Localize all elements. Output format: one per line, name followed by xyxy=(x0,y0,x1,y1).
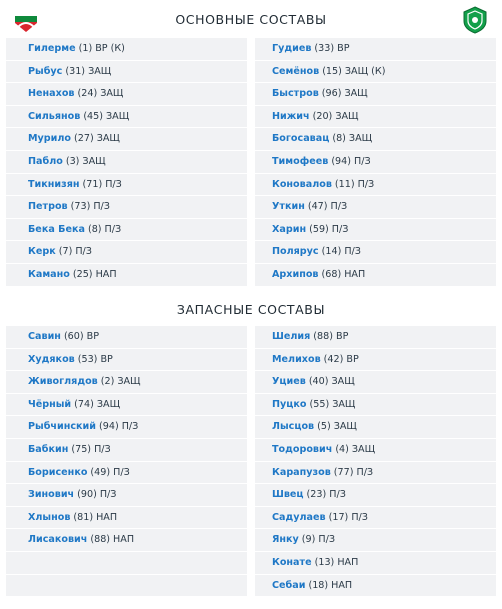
player-number: (45) xyxy=(83,110,104,122)
player-position: НАП xyxy=(344,268,366,280)
player-position: ВР xyxy=(100,353,113,365)
player-row xyxy=(255,575,496,598)
player-name-link[interactable]: Живоглядов xyxy=(28,376,98,388)
player-name-link[interactable]: Полярус xyxy=(272,246,319,258)
player-number: (60) xyxy=(63,331,84,342)
player-position: П/З xyxy=(99,489,117,501)
player-row xyxy=(6,326,247,349)
player-name-link[interactable]: Коновалов xyxy=(272,178,332,190)
player-number: (18) xyxy=(308,579,329,591)
player-name-link[interactable]: Пабло xyxy=(28,155,63,167)
player-row xyxy=(6,371,247,394)
player-name-link[interactable]: Бабкин xyxy=(28,443,69,455)
player-row xyxy=(6,83,247,106)
player-number: (49) xyxy=(90,466,111,478)
player-number: (13) xyxy=(314,556,335,568)
player-name-link[interactable]: Янку xyxy=(272,534,299,546)
substitutes-header xyxy=(0,290,502,328)
player-row xyxy=(6,575,247,598)
player-name-link[interactable]: Хлынов xyxy=(28,511,71,523)
player-position: ЗАЩ xyxy=(88,65,112,77)
player-name-link[interactable]: Себаи xyxy=(272,579,306,591)
player-row xyxy=(6,196,247,219)
player-position: П/З xyxy=(121,421,139,433)
player-position: П/З xyxy=(94,443,111,455)
player-name-link[interactable]: Тодорович xyxy=(272,443,333,455)
player-name-link[interactable]: Петров xyxy=(28,201,68,213)
player-row xyxy=(255,326,496,349)
player-name-link[interactable]: Лисакович xyxy=(28,534,88,546)
player-row xyxy=(6,219,247,242)
player-row xyxy=(255,462,496,485)
player-row xyxy=(6,349,247,372)
player-name-link[interactable]: Конате xyxy=(272,556,312,568)
player-row xyxy=(6,439,247,462)
player-row xyxy=(255,61,496,84)
player-name-link[interactable]: Савин xyxy=(28,331,61,342)
player-position: П/З xyxy=(104,223,122,235)
substitutes-title: ЗАПАСНЫЕ СОСТАВЫ xyxy=(176,302,326,317)
player-position: П/З xyxy=(105,178,122,190)
player-row xyxy=(6,106,247,129)
player-name-link[interactable]: Керк xyxy=(28,246,56,258)
player-position: П/З xyxy=(356,466,374,478)
player-number: (17) xyxy=(328,511,349,523)
player-number: (5) xyxy=(317,421,331,433)
player-number: (59) xyxy=(309,223,329,235)
player-number: (31) xyxy=(65,65,86,77)
player-row xyxy=(6,416,247,439)
player-number: (2) xyxy=(100,376,115,388)
player-position: ЗАЩ xyxy=(344,88,368,100)
player-name-link[interactable]: Мелихов xyxy=(272,353,321,365)
away-starting-list xyxy=(255,38,496,287)
player-number: (68) xyxy=(321,268,342,280)
player-number: (25) xyxy=(72,268,93,280)
player-name-link[interactable]: Харин xyxy=(272,223,307,235)
player-number: (74) xyxy=(74,398,94,410)
player-row xyxy=(255,371,496,394)
player-name-link[interactable]: Худяков xyxy=(28,353,75,365)
player-row xyxy=(255,128,496,151)
player-position: ЗАЩ xyxy=(351,443,376,455)
player-name-link[interactable]: Борисенко xyxy=(28,466,88,478)
player-name-link[interactable]: Шелия xyxy=(272,331,311,342)
player-position: ЗАЩ xyxy=(117,376,141,388)
player-name-link[interactable]: Бека Бека xyxy=(28,223,85,235)
player-position: ЗАЩ (К) xyxy=(344,65,386,77)
player-name-link[interactable]: Лысцов xyxy=(272,421,315,433)
player-row xyxy=(255,38,496,61)
player-row xyxy=(6,128,247,151)
player-name-link[interactable]: Камано xyxy=(28,268,70,280)
player-name-link[interactable]: Рыбчинский xyxy=(28,421,96,433)
player-row xyxy=(6,38,247,61)
player-name-link[interactable]: Гилерме xyxy=(28,43,76,54)
player-name-link[interactable]: Уткин xyxy=(272,201,305,213)
player-position: ЗАЩ xyxy=(331,376,355,388)
starting-lineups-title: ОСНОВНЫЕ СОСТАВЫ xyxy=(175,12,327,27)
player-row xyxy=(255,151,496,174)
player-number: (7) xyxy=(58,246,73,258)
player-position: НАП xyxy=(113,534,135,546)
player-number: (8) xyxy=(87,223,102,235)
player-name-link[interactable]: Карапузов xyxy=(272,466,331,478)
player-number: (77) xyxy=(333,466,354,478)
player-position: П/З xyxy=(318,534,335,546)
player-number: (47) xyxy=(307,201,328,213)
player-name-link[interactable]: Пуцко xyxy=(272,398,307,410)
player-number: (1) xyxy=(78,43,93,54)
player-row xyxy=(255,552,496,575)
player-row xyxy=(6,394,247,417)
player-position: НАП xyxy=(331,579,353,591)
player-row xyxy=(6,552,247,575)
player-name-link[interactable]: Уциев xyxy=(272,376,306,388)
player-number: (40) xyxy=(308,376,329,388)
starting-lineups xyxy=(6,38,496,287)
player-number: (94) xyxy=(331,155,352,167)
player-name-link[interactable]: Мурило xyxy=(28,133,72,145)
player-row xyxy=(6,264,247,287)
player-row xyxy=(6,241,247,264)
player-position: П/З xyxy=(75,246,92,258)
player-number: (24) xyxy=(77,88,98,100)
player-row xyxy=(255,174,496,197)
player-position: ВР xyxy=(335,331,349,342)
player-row xyxy=(6,462,247,485)
substitute-lineups xyxy=(6,326,496,597)
player-name-link[interactable]: Быстров xyxy=(272,88,319,100)
home-substitutes-list xyxy=(6,326,247,597)
player-number: (88) xyxy=(313,331,333,342)
away-substitutes-list xyxy=(255,326,496,597)
player-position: ЗАЩ xyxy=(348,133,373,145)
starting-lineups-header xyxy=(0,0,502,38)
player-name-link[interactable]: Ненахов xyxy=(28,88,75,100)
player-name-link[interactable]: Швец xyxy=(272,489,304,501)
akhmat-logo-icon xyxy=(462,6,488,34)
player-position: НАП xyxy=(96,511,118,523)
player-row xyxy=(6,151,247,174)
player-number: (4) xyxy=(335,443,349,455)
player-position: П/З xyxy=(329,489,346,501)
player-number: (14) xyxy=(321,246,342,258)
player-position: ВР (К) xyxy=(95,43,125,54)
player-number: (73) xyxy=(70,201,91,213)
player-number: (11) xyxy=(334,178,355,190)
player-number: (75) xyxy=(71,443,92,455)
player-name-link[interactable]: Рыбус xyxy=(28,65,63,77)
player-number: (33) xyxy=(314,43,335,54)
player-position: НАП xyxy=(337,556,359,568)
player-row xyxy=(255,484,496,507)
player-number: (81) xyxy=(73,511,94,523)
player-row xyxy=(255,394,496,417)
player-row xyxy=(255,507,496,530)
player-position: ЗАЩ xyxy=(332,398,356,410)
player-position: ЗАЩ xyxy=(96,398,121,410)
player-position: ЗАЩ xyxy=(333,421,357,433)
player-number: (71) xyxy=(82,178,103,190)
player-row xyxy=(255,529,496,552)
player-name-link[interactable]: Богосавац xyxy=(272,133,330,145)
player-row xyxy=(255,83,496,106)
player-number: (20) xyxy=(312,110,333,122)
player-position: П/З xyxy=(344,246,361,258)
player-name-link[interactable]: Гудиев xyxy=(272,43,312,54)
player-position: П/З xyxy=(354,155,371,167)
home-starting-list xyxy=(6,38,247,287)
player-name-link[interactable]: Архипов xyxy=(272,268,319,280)
player-row xyxy=(255,264,496,287)
player-number: (96) xyxy=(321,88,342,100)
player-row xyxy=(255,106,496,129)
player-row xyxy=(255,349,496,372)
player-number: (3) xyxy=(65,155,80,167)
player-position: ЗАЩ xyxy=(82,155,106,167)
player-row xyxy=(255,219,496,242)
player-name-link[interactable]: Семёнов xyxy=(272,65,320,77)
player-number: (15) xyxy=(322,65,342,77)
player-name-link[interactable]: Нижич xyxy=(272,110,310,122)
player-position: П/З xyxy=(93,201,110,213)
player-row xyxy=(255,196,496,219)
player-position: П/З xyxy=(113,466,130,478)
player-row xyxy=(255,439,496,462)
player-row xyxy=(6,484,247,507)
player-name-link[interactable]: Тимофеев xyxy=(272,155,329,167)
player-name-link[interactable]: Тикнизян xyxy=(28,178,80,190)
player-number: (55) xyxy=(309,398,330,410)
player-position: ЗАЩ xyxy=(335,110,359,122)
player-row xyxy=(6,174,247,197)
player-row xyxy=(6,61,247,84)
player-name-link[interactable]: Чёрный xyxy=(28,398,72,410)
player-row xyxy=(255,416,496,439)
player-position: ЗАЩ xyxy=(106,110,130,122)
player-row xyxy=(6,529,247,552)
player-row xyxy=(6,507,247,530)
player-position: П/З xyxy=(351,511,368,523)
player-number: (23) xyxy=(306,489,327,501)
player-number: (90) xyxy=(77,489,97,501)
player-position: П/З xyxy=(357,178,375,190)
player-position: ВР xyxy=(346,353,359,365)
player-number: (8) xyxy=(332,133,346,145)
player-position: П/З xyxy=(330,201,348,213)
player-position: НАП xyxy=(95,268,117,280)
player-number: (9) xyxy=(301,534,316,546)
player-name-link[interactable]: Сильянов xyxy=(28,110,81,122)
player-number: (42) xyxy=(323,353,344,365)
player-position: ВР xyxy=(86,331,100,342)
player-position: ЗАЩ xyxy=(100,88,124,100)
player-number: (53) xyxy=(77,353,98,365)
player-position: ВР xyxy=(337,43,350,54)
player-position: ЗАЩ xyxy=(96,133,120,145)
player-position: П/З xyxy=(331,223,349,235)
player-number: (27) xyxy=(74,133,94,145)
player-name-link[interactable]: Зинович xyxy=(28,489,75,501)
player-name-link[interactable]: Садулаев xyxy=(272,511,326,523)
player-number: (88) xyxy=(90,534,111,546)
player-number: (94) xyxy=(99,421,119,433)
player-row xyxy=(255,241,496,264)
